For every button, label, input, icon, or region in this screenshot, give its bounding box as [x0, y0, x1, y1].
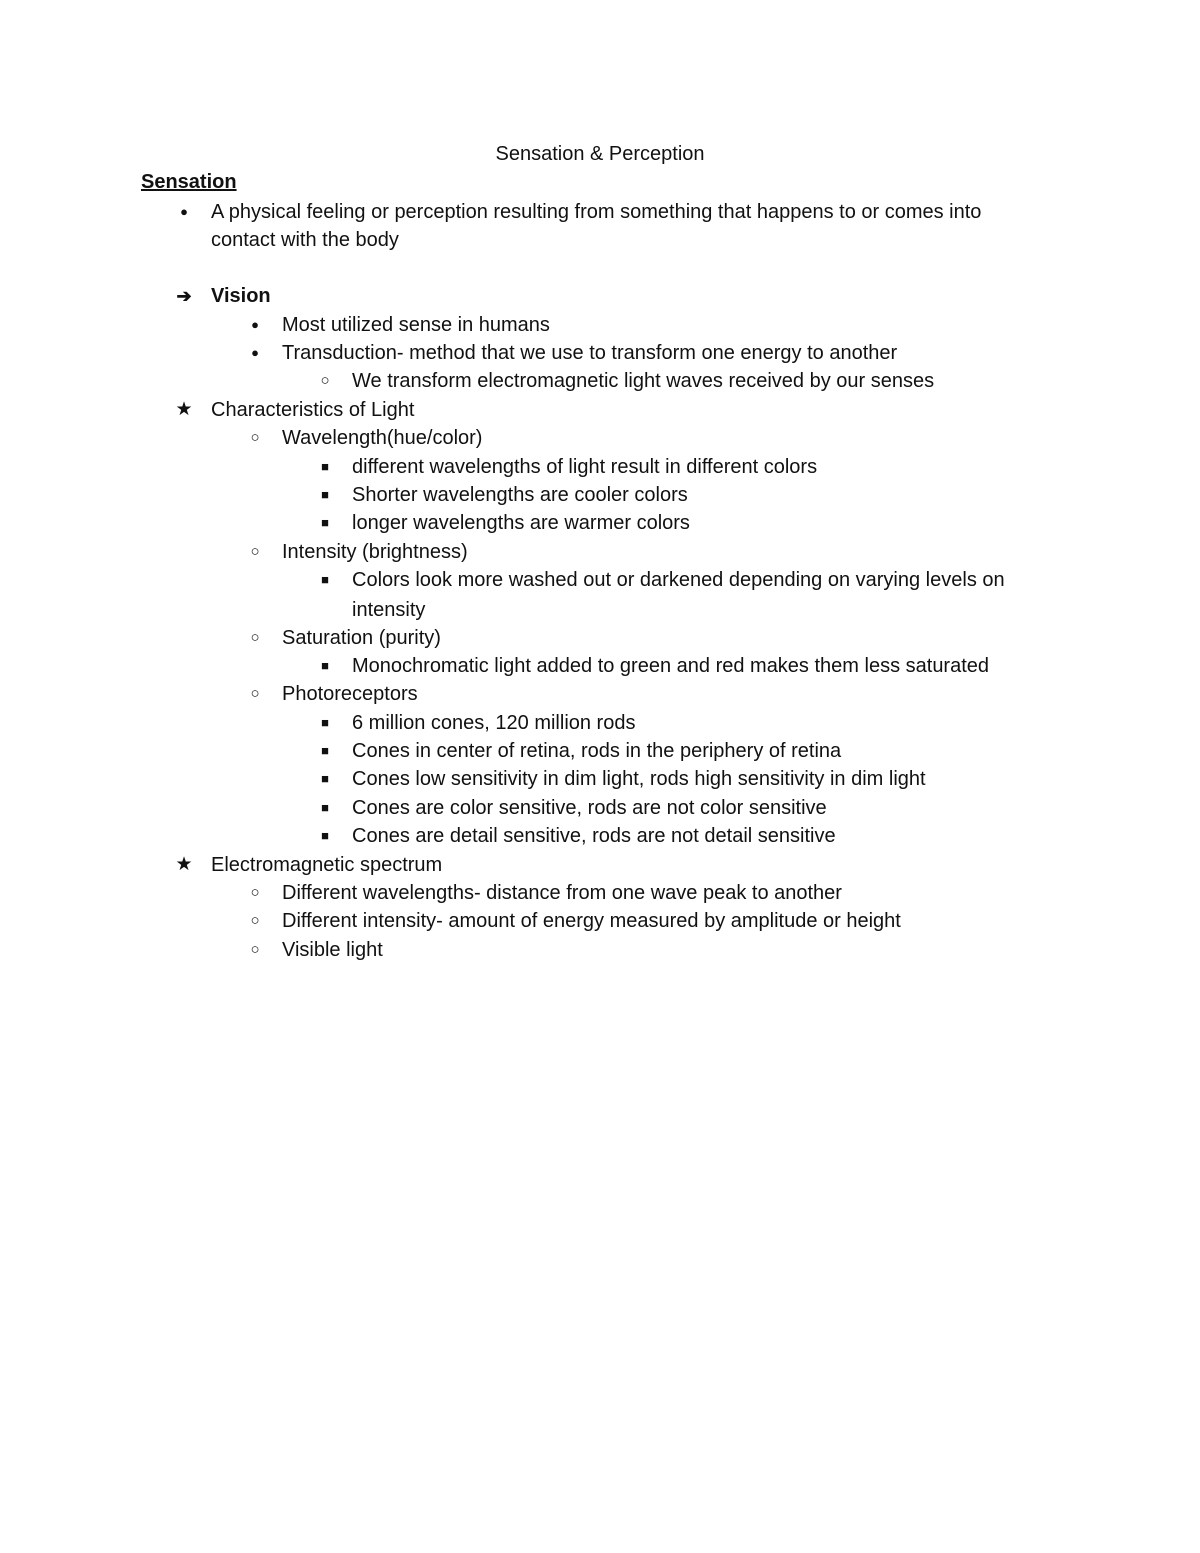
document-title: Sensation & Perception: [495, 143, 705, 165]
bullet-square-icon: ■: [321, 771, 329, 786]
intensity-item-line-2: intensity: [352, 599, 426, 621]
bullet-circle-icon: ○: [250, 429, 260, 446]
vision-item: Transduction- method that we use to transform one energy to another: [282, 342, 898, 364]
bullet-square-icon: ■: [321, 828, 329, 843]
saturation-item: Monochromatic light added to green and red makes them less saturated: [352, 655, 990, 677]
photoreceptors-item: Cones low sensitivity in dim light, rods high sensitivity in dim light: [352, 768, 926, 790]
intensity-item-line-1: Colors look more washed out or darkened depending on varying levels on: [352, 569, 1005, 591]
arrow-bullet-icon: ➔: [176, 286, 192, 306]
bullet-circle-icon: ○: [250, 543, 260, 560]
bullet-square-icon: ■: [321, 572, 329, 587]
star-bullet-icon: ★: [175, 854, 193, 875]
bullet-square-icon: ■: [321, 487, 329, 502]
vision-item: Most utilized sense in humans: [282, 314, 550, 336]
vision-label: Vision: [211, 285, 271, 307]
wavelength-item: longer wavelengths are warmer colors: [352, 512, 690, 534]
photoreceptors-item: 6 million cones, 120 million rods: [352, 712, 636, 734]
photoreceptors-item: Cones in center of retina, rods in the periphery of retina: [352, 740, 842, 762]
bullet-square-icon: ■: [321, 459, 329, 474]
bullet-circle-icon: ○: [250, 685, 260, 702]
bullet-circle-icon: ○: [320, 372, 330, 389]
wavelength-item: different wavelengths of light result in different colors: [352, 456, 818, 478]
spectrum-item: Visible light: [282, 939, 383, 961]
bullet-disc-icon: ●: [251, 345, 259, 360]
wavelength-label: Wavelength(hue/color): [282, 427, 483, 449]
star-bullet-icon: ★: [175, 399, 193, 420]
bullet-square-icon: ■: [321, 658, 329, 673]
photoreceptors-label: Photoreceptors: [282, 683, 418, 705]
definition-line-2: contact with the body: [211, 229, 399, 251]
vision-subitem: We transform electromagnetic light waves received by our senses: [352, 370, 935, 392]
definition-line-1: A physical feeling or perception resulting from something that happens to or comes into: [211, 201, 982, 223]
spectrum-item: Different intensity- amount of energy measured by amplitude or height: [282, 910, 901, 932]
wavelength-item: Shorter wavelengths are cooler colors: [352, 484, 688, 506]
bullet-disc-icon: ●: [180, 204, 188, 219]
light-label: Characteristics of Light: [211, 399, 415, 421]
bullet-circle-icon: ○: [250, 941, 260, 958]
spectrum-item: Different wavelengths- distance from one wave peak to another: [282, 882, 842, 904]
bullet-square-icon: ■: [321, 743, 329, 758]
section-heading-sensation: Sensation: [141, 171, 237, 193]
bullet-circle-icon: ○: [250, 884, 260, 901]
bullet-disc-icon: ●: [251, 317, 259, 332]
intensity-label: Intensity (brightness): [282, 541, 468, 563]
spectrum-label: Electromagnetic spectrum: [211, 854, 443, 876]
bullet-square-icon: ■: [321, 715, 329, 730]
bullet-circle-icon: ○: [250, 912, 260, 929]
saturation-label: Saturation (purity): [282, 627, 441, 649]
bullet-circle-icon: ○: [250, 629, 260, 646]
photoreceptors-item: Cones are detail sensitive, rods are not detail sensitive: [352, 825, 836, 847]
bullet-square-icon: ■: [321, 515, 329, 530]
photoreceptors-item: Cones are color sensitive, rods are not color sensitive: [352, 797, 827, 819]
bullet-square-icon: ■: [321, 800, 329, 815]
